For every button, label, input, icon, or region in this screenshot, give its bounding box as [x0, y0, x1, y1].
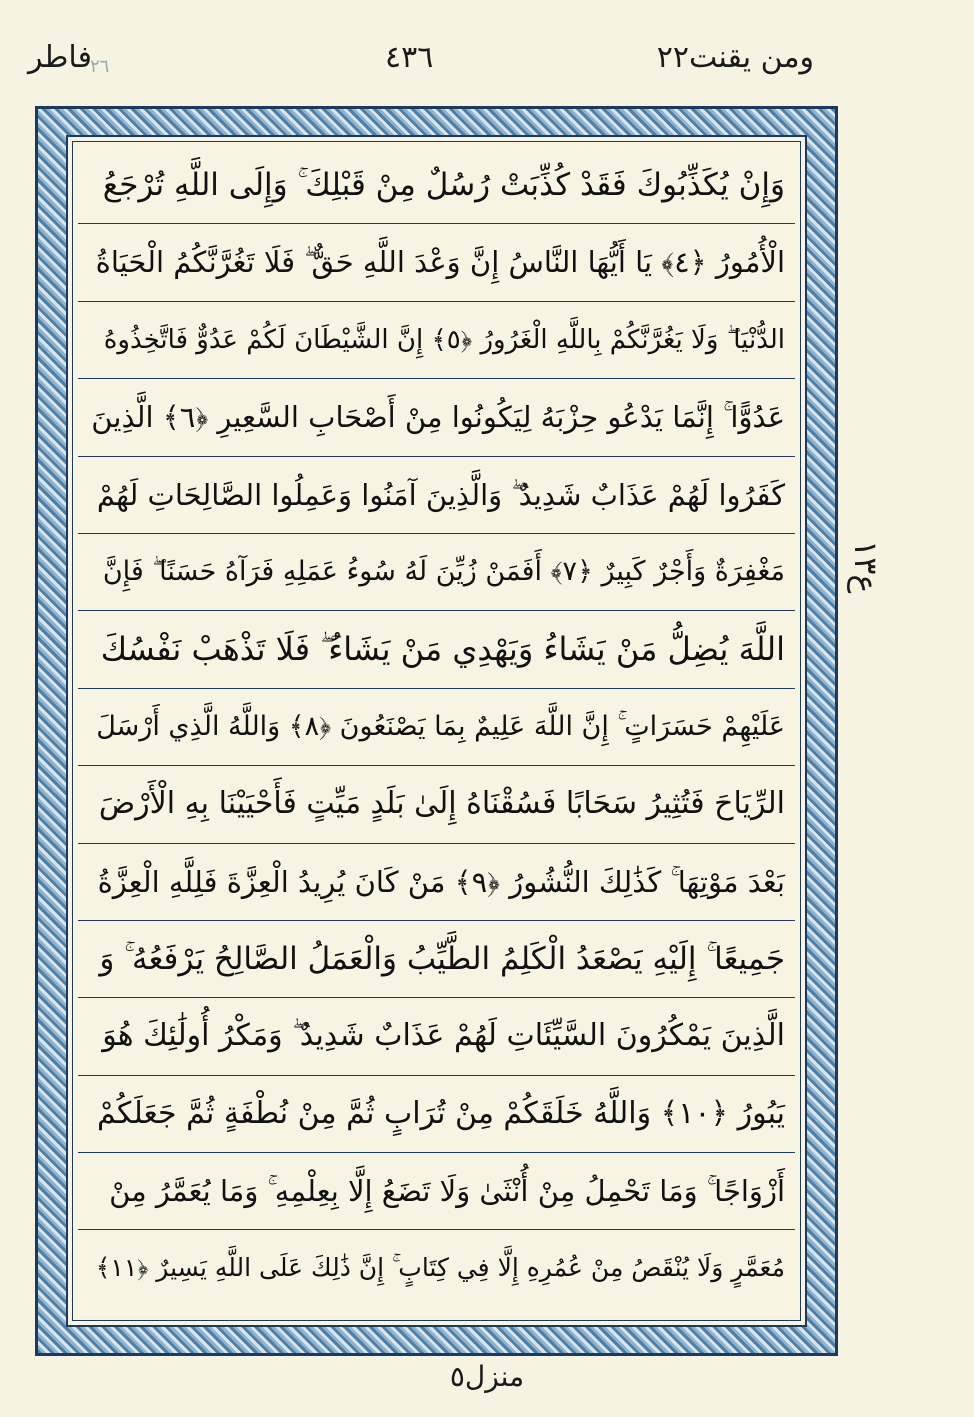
verse-line: أَزْوَاجًا ۚ وَمَا تَحْمِلُ مِنْ أُنْثَىٰ وَلَا تَضَعُ إِلَّا بِعِلْمِهِ ۚ وَمَا يُعَمَّرُ مِنْ — [78, 1153, 795, 1230]
ruku-marker: ع١٣ — [847, 540, 885, 594]
verse-line: عَلَيْهِمْ حَسَرَاتٍ ۚ إِنَّ اللَّهَ عَلِيمٌ بِمَا يَصْنَعُونَ ﴿٨﴾ وَاللَّهُ الَّذِي أَرْسَلَ — [78, 689, 795, 766]
text-panel — [66, 135, 807, 1327]
verse-line: الْأُمُورُ ﴿٤﴾ يَا أَيُّهَا النَّاسُ إِنَّ وَعْدَ اللَّهِ حَقٌّ ۖ فَلَا تَغُرَّنَّكُمُ الْحَيَاةُ — [78, 224, 795, 301]
page-header — [0, 0, 974, 100]
surah-name: فاطر — [28, 40, 92, 75]
verse-line: يَبُورُ ﴿١٠﴾ وَاللَّهُ خَلَقَكُمْ مِنْ تُرَابٍ ثُمَّ مِنْ نُطْفَةٍ ثُمَّ جَعَلَكُمْ — [78, 1076, 795, 1153]
verse-line: مَغْفِرَةٌ وَأَجْرٌ كَبِيرٌ ﴿٧﴾ أَفَمَنْ زُيِّنَ لَهُ سُوءُ عَمَلِهِ فَرَآهُ حَسَنًا ۖ فَإِنَّ — [78, 534, 795, 611]
verse-line: جَمِيعًا ۚ إِلَيْهِ يَصْعَدُ الْكَلِمُ الطَّيِّبُ وَالْعَمَلُ الصَّالِحُ يَرْفَعُهُ ۚ وَ — [78, 921, 795, 998]
verse-line: بَعْدَ مَوْتِهَا ۚ كَذَٰلِكَ النُّشُورُ ﴿٩﴾ مَنْ كَانَ يُرِيدُ الْعِزَّةَ فَلِلَّهِ الْعِزَّةُ — [78, 844, 795, 921]
verse-line: اللَّهَ يُضِلُّ مَنْ يَشَاءُ وَيَهْدِي مَنْ يَشَاءُ ۖ فَلَا تَذْهَبْ نَفْسُكَ — [78, 611, 795, 688]
decorative-border-frame — [35, 106, 838, 1356]
verse-line: الدُّنْيَا ۖ وَلَا يَغُرَّنَّكُمْ بِاللَّهِ الْغَرُورُ ﴿٥﴾ إِنَّ الشَّيْطَانَ لَكُمْ عَدُوٌّ فَاتَّخِذُوهُ — [78, 302, 795, 379]
verse-line: كَفَرُوا لَهُمْ عَذَابٌ شَدِيدٌ ۖ وَالَّذِينَ آمَنُوا وَعَمِلُوا الصَّالِحَاتِ لَهُمْ — [78, 457, 795, 534]
verse-line: عَدُوًّا ۚ إِنَّمَا يَدْعُو حِزْبَهُ لِيَكُونُوا مِنْ أَصْحَابِ السَّعِيرِ ﴿٦﴾ الَّذِينَ — [78, 379, 795, 456]
para-name: ومن يقنت٢٢ — [656, 40, 814, 75]
page-number: ٤٣٦ — [385, 40, 434, 75]
verse-line: مُعَمَّرٍ وَلَا يُنْقَصُ مِنْ عُمُرِهِ إِلَّا فِي كِتَابٍ ۚ إِنَّ ذَٰلِكَ عَلَى اللَّهِ يَسِيرٌ ﴿١١﴾ — [95, 1253, 785, 1283]
verse-line: الرِّيَاحَ فَتُثِيرُ سَحَابًا فَسُقْنَاهُ إِلَىٰ بَلَدٍ مَيِّتٍ فَأَحْيَيْنَا بِهِ الْأَرْضَ — [78, 766, 795, 843]
manzil-label: منزل٥ — [449, 1360, 525, 1393]
surah-number-mark: ٢٦ — [90, 56, 110, 77]
verse-line: وَإِنْ يُكَذِّبُوكَ فَقَدْ كُذِّبَتْ رُسُلٌ مِنْ قَبْلِكَ ۚ وَإِلَى اللَّهِ تُرْجَعُ — [78, 147, 795, 224]
verse-line: الَّذِينَ يَمْكُرُونَ السَّيِّئَاتِ لَهُمْ عَذَابٌ شَدِيدٌ ۖ وَمَكْرُ أُولَٰئِكَ هُوَ — [78, 998, 795, 1075]
verse-lines — [78, 147, 795, 1317]
